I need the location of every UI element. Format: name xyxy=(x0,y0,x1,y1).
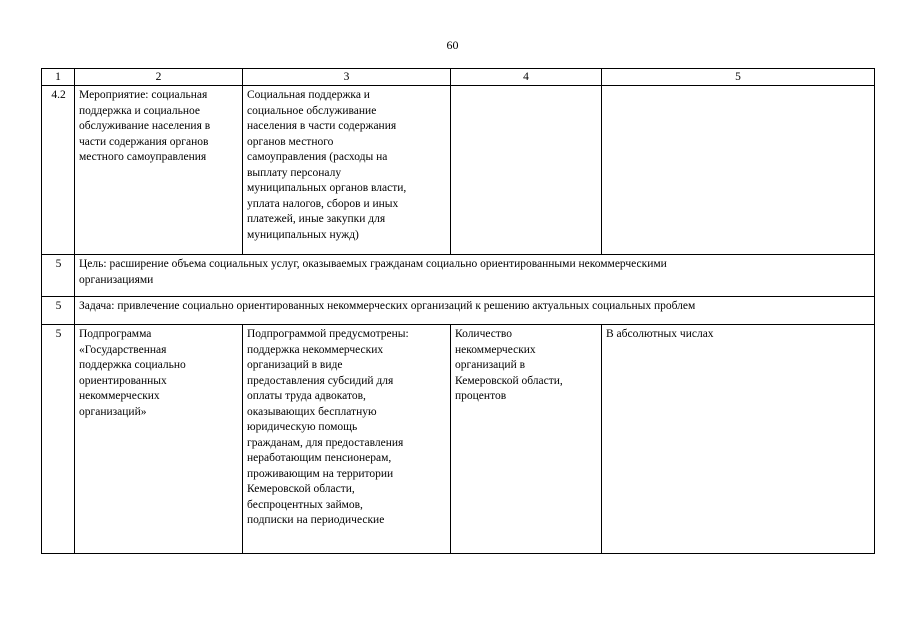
header-cell-4: 4 xyxy=(451,69,602,86)
header-cell-2: 2 xyxy=(75,69,243,86)
header-cell-3: 3 xyxy=(243,69,451,86)
measure-cell: Мероприятие: социальная поддержка и социальное обслуживание населения в части содержания органов местного самоуправления xyxy=(75,86,243,255)
indicator-cell xyxy=(451,86,602,255)
header-cell-1: 1 xyxy=(42,69,75,86)
header-cell-5: 5 xyxy=(602,69,875,86)
unit-cell xyxy=(602,86,875,255)
subprogram-cell: Подпрограмма «Государственная поддержка социально ориентированных некоммерческих организаций» xyxy=(75,325,243,554)
table-header-row xyxy=(42,69,875,86)
table-row-task xyxy=(42,297,875,325)
page-number: 60 xyxy=(446,38,459,52)
row-number: 5 xyxy=(42,297,75,325)
indicator-cell: Количество некоммерческих организаций в Кемеровской области, процентов xyxy=(451,325,602,554)
task-cell: Задача: привлечение социально ориентированных некоммерческих организаций к решению актуальных социальных проблем xyxy=(75,297,875,325)
table-row-goal xyxy=(42,255,875,297)
row-number: 4.2 xyxy=(42,86,75,255)
description-cell: Подпрограммой предусмотрены: поддержка некоммерческих организаций в виде предоставления субсидий для оплаты труда адвокатов, оказывающих бесплатную юридическую помощь гражданам, для предоставления неработающим пенсионерам, проживающим на территории Кемеровской области, беспроцентных займов, подписки на периодические xyxy=(243,325,451,554)
table-row xyxy=(42,86,875,255)
description-cell: Социальная поддержка и социальное обслуживание населения в части содержания органов местного самоуправления (расходы на выплату персоналу муниципальных органов власти, уплата налогов, сборов и иных платежей, иные закупки для муниципальных нужд) xyxy=(243,86,451,255)
program-table xyxy=(41,68,875,554)
goal-cell: Цель: расширение объема социальных услуг, оказываемых гражданам социально ориентированными некоммерческими организациями xyxy=(75,255,875,297)
table-row xyxy=(42,325,875,554)
row-number: 5 xyxy=(42,255,75,297)
unit-cell: В абсолютных числах xyxy=(602,325,875,554)
row-number: 5 xyxy=(42,325,75,554)
